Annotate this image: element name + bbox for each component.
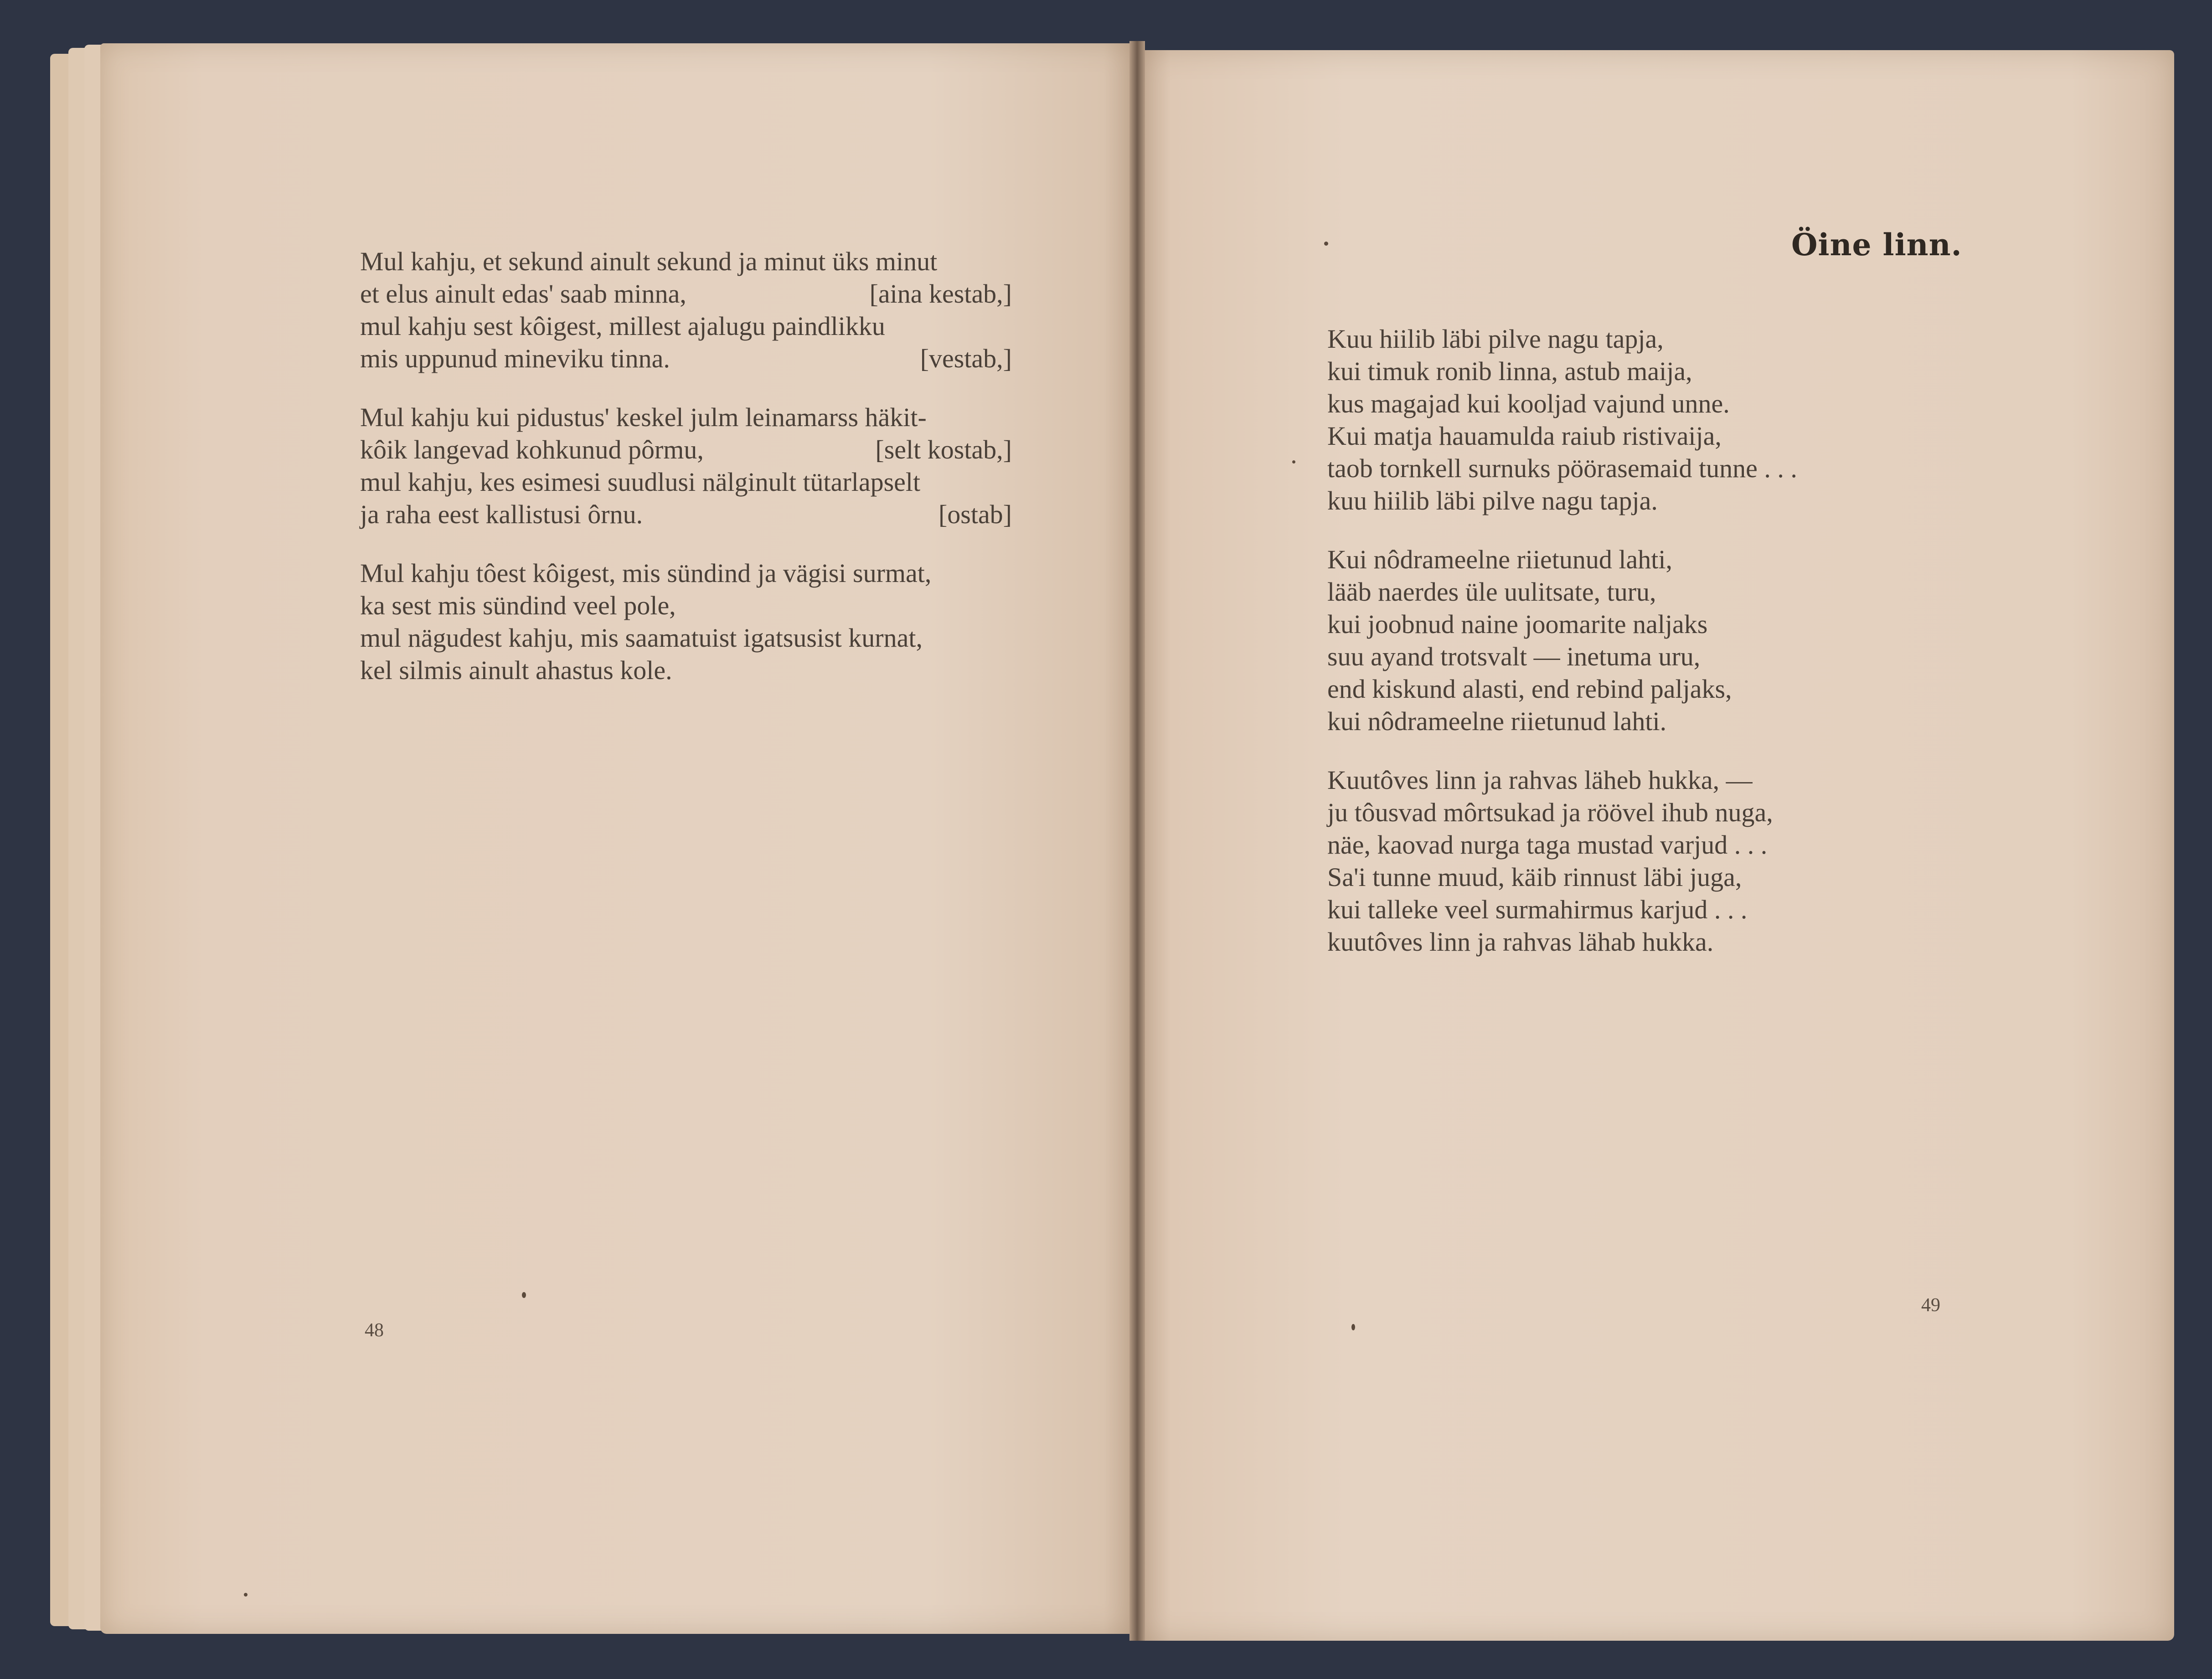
poem-line: Mul kahju tôest kôigest, mis sündind ja vägisi surmat, bbox=[360, 558, 932, 588]
poem-line: ka sest mis sündind veel pole, bbox=[360, 591, 676, 620]
poem-line: Kui matja hauamulda raiub ristivaija, bbox=[1327, 421, 1722, 451]
page-number: 49 bbox=[1921, 1295, 1940, 1316]
poem-line: kel silmis ainult ahastus kole. bbox=[360, 655, 672, 685]
poem-line: lääb naerdes üle uulitsate, turu, bbox=[1327, 577, 1656, 607]
poem-line: et elus ainult edas' saab minna, [aina kestab,] bbox=[360, 279, 1012, 309]
poem-line: suu ayand trotsvalt — inetuma uru, bbox=[1327, 642, 1701, 671]
stanza bbox=[1327, 543, 1897, 737]
poem-line: taob tornkell surnuks pöörasemaid tunne . . . bbox=[1327, 453, 1797, 483]
left-poem bbox=[360, 245, 1012, 713]
poem-line: kus magajad kui kooljad vajund unne. bbox=[1327, 389, 1730, 418]
poem-line: Kuutôves linn ja rahvas läheb hukka, — bbox=[1327, 765, 1753, 795]
book-spine bbox=[1129, 41, 1145, 1641]
poem-line: kui timuk ronib linna, astub maija, bbox=[1327, 356, 1692, 386]
paper-speck bbox=[1292, 460, 1295, 464]
poem-line: kuutôves linn ja rahvas lähab hukka. bbox=[1327, 927, 1714, 957]
poem-line: mul kahju sest kôigest, millest ajalugu paindlikku bbox=[360, 311, 885, 341]
stanza bbox=[1327, 323, 1897, 517]
page-number: 48 bbox=[365, 1320, 384, 1341]
poem-line: Mul kahju, et sekund ainult sekund ja minut üks minut bbox=[360, 247, 938, 276]
poem-line: kôik langevad kohkunud pôrmu, [selt kostab,] bbox=[360, 435, 1012, 464]
poem-line: kuu hiilib läbi pilve nagu tapja. bbox=[1327, 486, 1658, 515]
stanza bbox=[360, 557, 1012, 686]
poem-line: kui joobnud naine joomarite naljaks bbox=[1327, 609, 1708, 639]
paper-speck bbox=[1324, 242, 1328, 246]
poem-line: Kuu hiilib läbi pilve nagu tapja, bbox=[1327, 324, 1664, 354]
poem-line: mis uppunud mineviku tinna. [vestab,] bbox=[360, 344, 1012, 373]
poem-line: kui nôdrameelne riietunud lahti. bbox=[1327, 706, 1667, 736]
poem-line: ja raha eest kallistusi ôrnu. [ostab] bbox=[360, 500, 1012, 529]
poem-line: Kui nôdrameelne riietunud lahti, bbox=[1327, 545, 1673, 574]
poem-line: mul nägudest kahju, mis saamatuist igatsusist kurnat, bbox=[360, 623, 923, 653]
stanza bbox=[360, 245, 1012, 375]
poem-line: Mul kahju kui pidustus' keskel julm leinamarss häkit- bbox=[360, 402, 927, 432]
poem-line: end kiskund alasti, end rebind paljaks, bbox=[1327, 674, 1732, 704]
poem-line: näe, kaovad nurga taga mustad varjud . . . bbox=[1327, 830, 1768, 860]
paper-speck bbox=[522, 1292, 526, 1298]
poem-title: Öine linn. bbox=[1791, 227, 1962, 263]
poem-line: mul kahju, kes esimesi suudlusi nälginult tütarlapselt bbox=[360, 467, 921, 497]
right-poem bbox=[1327, 323, 1897, 984]
poem-line: ju tôusvad môrtsukad ja röövel ihub nuga, bbox=[1327, 798, 1773, 827]
stanza bbox=[360, 401, 1012, 530]
poem-line: kui talleke veel surmahirmus karjud . . . bbox=[1327, 895, 1748, 924]
stanza bbox=[1327, 764, 1897, 958]
paper-speck bbox=[1351, 1324, 1355, 1330]
paper-speck bbox=[244, 1593, 247, 1597]
poem-line: Sa'i tunne muud, käib rinnust läbi juga, bbox=[1327, 862, 1742, 892]
